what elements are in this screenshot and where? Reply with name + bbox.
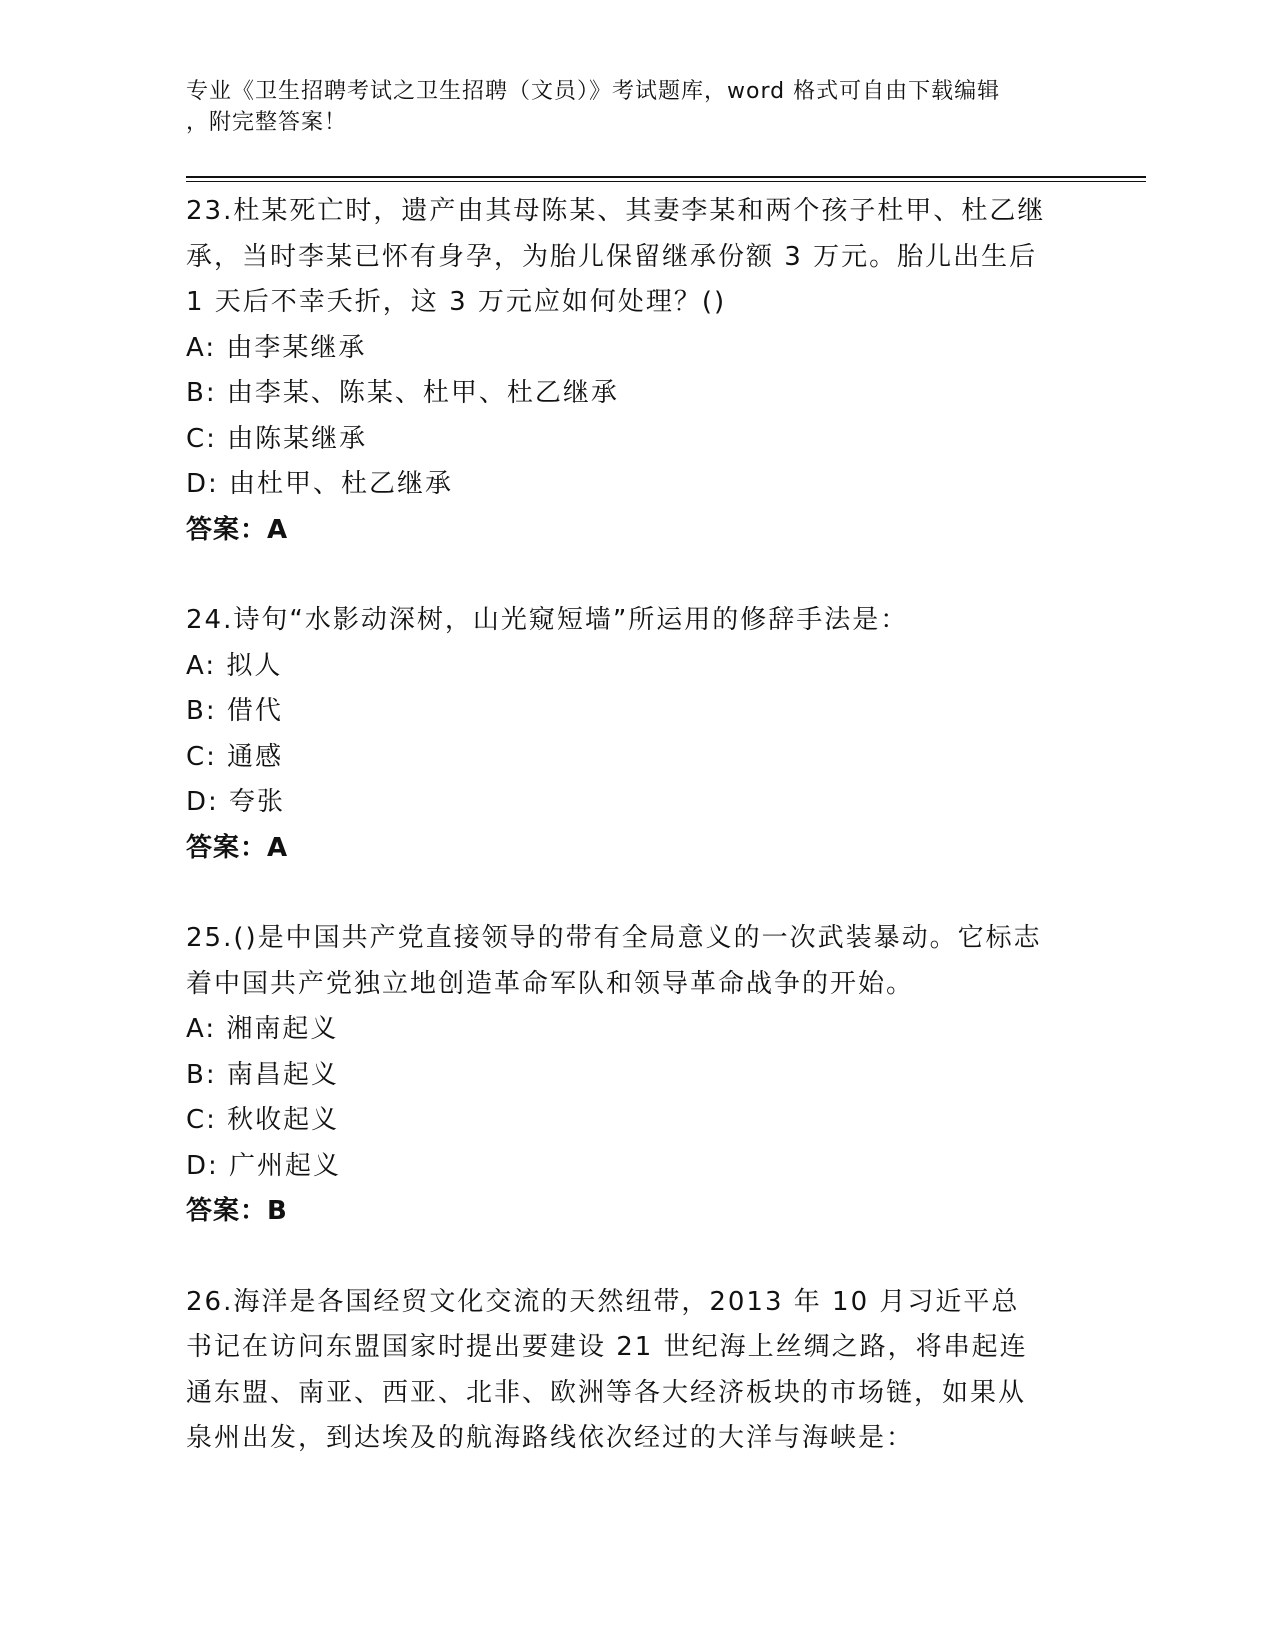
option-d: D: 由杜甲、杜乙继承 xyxy=(186,469,454,499)
option-b: B: 借代 xyxy=(186,696,283,726)
option-d: D: 广州起义 xyxy=(186,1150,342,1181)
question-text: 26.海洋是各国经贸文化交流的天然纽带，2013 年 10 月习近平总书记在访问东盟国家时提出要建设 21 世纪海上丝绸之路，将串起连通东盟、南亚、西亚、北非、欧洲等各大经济板块的市场链，如果从泉州出发，到达埃及的航海路线依次经过的大洋与海峡是： xyxy=(186,1286,1028,1453)
option-b: B: 由李某、陈某、杜甲、杜乙继承 xyxy=(186,378,619,408)
question-text: 25.()是中国共产党直接领导的带有全局意义的一次武装暴动。它标志着中国共产党独立地创造革命军队和领导革命战争的开始。 xyxy=(186,923,1042,999)
header-line-2: ，附完整答案！ xyxy=(186,110,348,135)
option-c: C: 秋收起义 xyxy=(186,1105,340,1135)
question-text: 24.诗句“水影动深树，山光窥短墙”所运用的修辞手法是： xyxy=(186,605,909,635)
question-24 xyxy=(186,598,1086,871)
header-divider-thin xyxy=(186,181,1146,182)
document-header xyxy=(186,76,1066,138)
option-a: A: 湘南起义 xyxy=(186,1014,339,1044)
header-line-1: 专业《卫生招聘考试之卫生招聘（文员）》考试题库，word 格式可自由下载编辑 xyxy=(186,79,1001,104)
answer-label: 答案：A xyxy=(186,832,289,863)
option-a: A: 拟人 xyxy=(186,650,283,681)
option-a: A: 由李某继承 xyxy=(186,332,367,363)
option-c: C: 通感 xyxy=(186,741,284,772)
question-list xyxy=(186,189,1086,1507)
option-b: B: 南昌起义 xyxy=(186,1059,339,1090)
header-divider-thick xyxy=(186,176,1146,178)
answer-label: 答案：A xyxy=(186,514,289,545)
question-26 xyxy=(186,1280,1086,1462)
question-25 xyxy=(186,916,1086,1235)
option-c: C: 由陈某继承 xyxy=(186,423,368,454)
question-23 xyxy=(186,189,1086,553)
answer-label: 答案：B xyxy=(186,1196,288,1226)
question-text: 23.杜某死亡时，遗产由其母陈某、其妻李某和两个孩子杜甲、杜乙继承，当时李某已怀有身孕，为胎儿保留继承份额 3 万元。胎儿出生后 1 天后不幸夭折，这 3 万元应如何处理？() xyxy=(186,196,1046,317)
option-d: D: 夸张 xyxy=(186,787,286,817)
